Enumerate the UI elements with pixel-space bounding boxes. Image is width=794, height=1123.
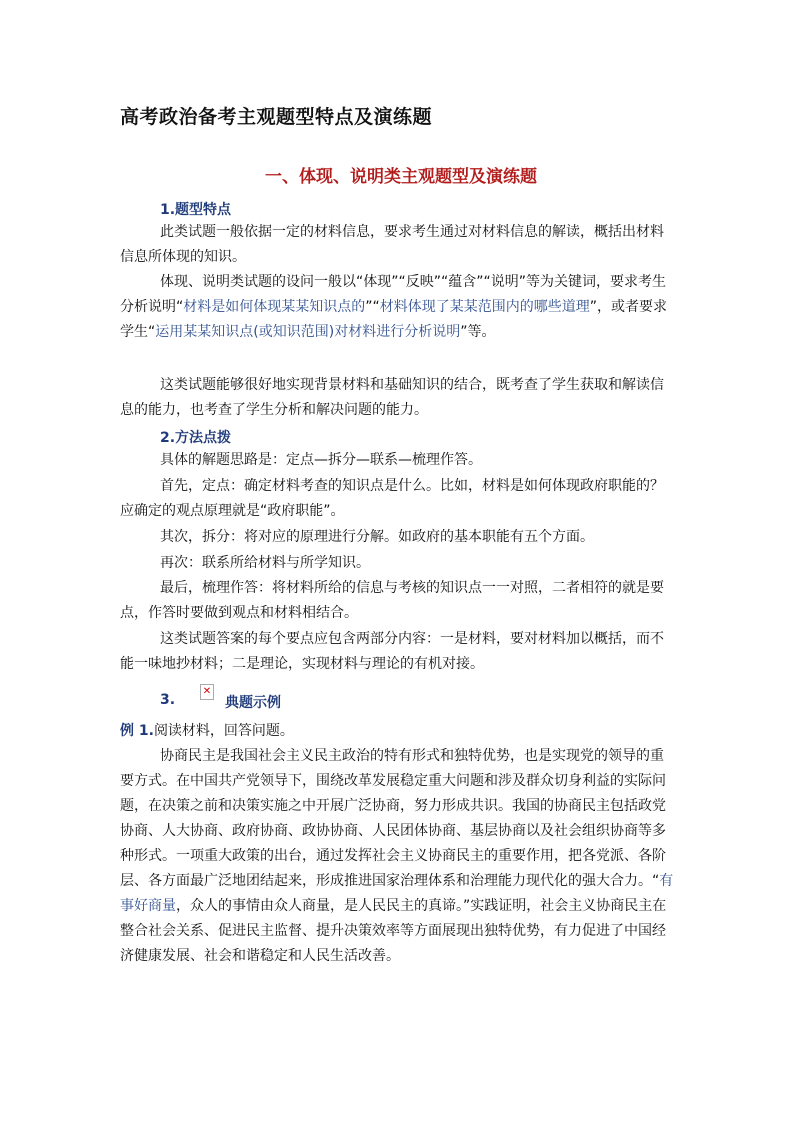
document-title: 高考政治备考主观题型特点及演练题: [120, 106, 433, 128]
paragraph-2-text-a: 体现、说明类试题的设问一般以“体现”“反映”“蕴含”“说明”等为关键词，要求考生分析说明“: [120, 274, 667, 315]
paragraph-2-text-e: ”，或者要求学生“: [120, 299, 668, 340]
paragraph-10-quote: 有事好商量: [120, 873, 674, 914]
paragraph-8: 最后，梳理作答：将材料所给的信息与考核的知识点一一对照，二者相符的就是要点，作答时要做到观点和材料相结合。: [120, 580, 664, 621]
paragraph-2-text-g: ”等。: [460, 324, 496, 340]
example-1-label: 例 1.: [120, 723, 154, 739]
paragraph-10: [120, 744, 676, 969]
paragraph-2-quote-2: 材料体现了某某范围内的哪些道理: [379, 299, 590, 315]
paragraph-2-text-c: ”“: [365, 299, 380, 315]
subheading-question-features: 1.题型特点: [160, 202, 232, 218]
subheading-number-3: 3.: [160, 692, 176, 708]
broken-image-icon: ✕: [200, 684, 214, 700]
paragraph-2: [120, 270, 676, 345]
example-1-instruction: 阅读材料，回答问题。: [153, 723, 294, 739]
paragraph-10-text-a: 协商民主是我国社会主义民主政治的特有形式和独特优势，也是实现党的领导的重要方式。在中国共产党领导下，围绕改革发展稳定重大问题和涉及群众切身利益的实际问题，在决策之前和决策实施之中开展广泛协商，努力形成共识。我国的协商民主包括政党协商、人大协商、政府协商、政协协商、人民团体协商、基层协商以及社会组织协商等多种形式。一项重大政策的出台，通过发挥社会主义协商民主的重要作用，把各党派、各阶层、各方面最广泛地团结起来，形成推进国家治理体系和治理能力现代化的强大合力。“: [120, 748, 666, 889]
paragraph-5: 首先，定点：确定材料考查的知识点是什么。比如，材料是如何体现政府职能的？应确定的观点原理就是“政府职能”。: [120, 478, 664, 519]
example-1-line: [120, 720, 294, 740]
paragraph-4: 具体的解题思路是：定点—拆分—联系—梳理作答。: [160, 452, 482, 468]
paragraph-6: 其次，拆分：将对应的原理进行分解。如政府的基本职能有五个方面。: [160, 529, 594, 545]
section-heading: [0, 162, 794, 187]
paragraph-2-quote-1: 材料是如何体现某某知识点的: [183, 299, 366, 315]
paragraph-9: 这类试题答案的每个要点应包含两部分内容：一是材料，要对材料加以概括，而不能一味地抄材料；二是理论，实现材料与理论的有机对接。: [120, 631, 664, 672]
subheading-method-tips: 2.方法点拨: [160, 430, 232, 446]
section-heading-text: 一、体现、说明类主观题型及演练题: [265, 167, 537, 187]
subheading-typical-examples: 典题示例: [225, 695, 281, 711]
paragraph-3: 这类试题能够很好地实现背景材料和基础知识的结合，既考查了学生获取和解读信息的能力，也考查了学生分析和解决问题的能力。: [120, 377, 664, 418]
paragraph-7: 再次：联系所给材料与所学知识。: [160, 555, 370, 571]
paragraph-10-text-c: ，众人的事情由众人商量，是人民民主的真谛。”实践证明，社会主义协商民主在整合社会关系、促进民主监督、提升决策效率等方面展现出独特优势，有力促进了中国经济健康发展、社会和谐稳定和人民生活改善。: [120, 898, 667, 964]
paragraph-1: 此类试题一般依据一定的材料信息，要求考生通过对材料信息的解读，概括出材料信息所体现的知识。: [120, 224, 664, 265]
paragraph-2-quote-3: 运用某某知识点(或知识范围)对材料进行分析说明: [155, 324, 461, 340]
